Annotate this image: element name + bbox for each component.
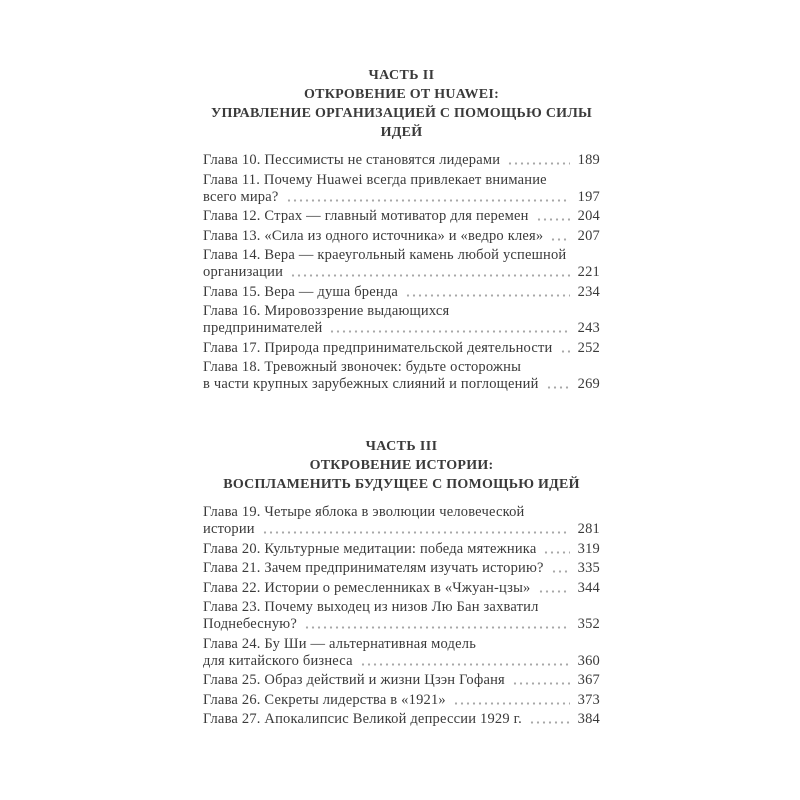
toc-page-number: 281 <box>577 521 600 537</box>
dot-leader <box>529 721 570 724</box>
toc-entry-text: Глава 11. Почему Huawei всегда привлекает внимание <box>203 171 547 188</box>
toc-section <box>203 66 600 393</box>
toc-entry-text: Глава 15. Вера — душа бренда <box>203 283 399 300</box>
toc-page-number: 367 <box>577 672 600 688</box>
toc-entry-text: Глава 18. Тревожный звоночек: будьте осторожны <box>203 359 522 375</box>
toc-entry <box>203 504 600 538</box>
dot-leader <box>512 682 570 685</box>
toc-page-number: 373 <box>577 691 600 708</box>
toc-page-number: 384 <box>577 711 600 727</box>
toc-entry-text: Глава 24. Бу Ши — альтернативная модель <box>203 635 477 652</box>
dot-leader <box>262 531 570 534</box>
toc-page-number: 344 <box>577 579 600 596</box>
toc-page-number: 319 <box>577 540 600 557</box>
dot-leader <box>560 350 571 353</box>
toc-page-number: 269 <box>577 376 600 392</box>
toc-entry <box>203 208 600 225</box>
toc-entry-text: Глава 17. Природа предпринимательской деятельности <box>203 339 553 356</box>
dot-leader <box>304 626 570 629</box>
dot-leader <box>453 702 570 705</box>
toc-entry-last-line <box>203 152 600 169</box>
toc-entry-text: Глава 22. Истории о ремесленниках в «Чжуан-цзы» <box>203 579 531 596</box>
toc-entry-text: Глава 10. Пессимисты не становятся лидерами <box>203 152 501 168</box>
toc-page-number: 335 <box>577 560 600 576</box>
part-label: ЧАСТЬ III <box>365 439 438 454</box>
toc-entry-last-line <box>203 521 600 538</box>
toc-page-number: 221 <box>577 264 600 280</box>
toc-entry-last-line <box>203 580 600 597</box>
dot-leader <box>360 663 570 666</box>
toc-entry <box>203 284 600 301</box>
toc-entry-text: Глава 26. Секреты лидерства в «1921» <box>203 691 446 708</box>
dot-leader <box>286 199 570 202</box>
toc-entry <box>203 152 600 169</box>
toc-entry-last-line <box>203 340 600 357</box>
toc-entry-last-line <box>203 376 600 393</box>
toc-entry <box>203 711 600 728</box>
toc-page-number: 197 <box>577 188 600 205</box>
toc-entry-text: Глава 23. Почему выходец из низов Лю Бан захватил <box>203 599 539 615</box>
toc-entry-last-line <box>203 284 600 301</box>
part-header <box>203 66 600 142</box>
part-label: ЧАСТЬ II <box>368 68 435 83</box>
dot-leader <box>551 570 570 573</box>
toc-page-number: 243 <box>577 320 600 336</box>
toc-entry-text: в части крупных зарубежных слияний и поглощений <box>203 376 539 392</box>
toc-page-number: 352 <box>577 616 600 632</box>
toc-entry-text: организации <box>203 264 284 280</box>
toc-page-number: 207 <box>577 227 600 244</box>
toc-entry <box>203 541 600 558</box>
toc-entry-text: Глава 21. Зачем предпринимателям изучать историю? <box>203 560 544 576</box>
dot-leader <box>546 386 570 389</box>
toc-entry-text: Глава 14. Вера — краеугольный камень любой успешной <box>203 247 567 263</box>
toc-entry-text: для китайского бизнеса <box>203 652 353 669</box>
part-title: ВОСПЛАМЕНИТЬ БУДУЩЕЕ С ПОМОЩЬЮ ИДЕЙ <box>223 477 580 492</box>
toc-entry-text: Поднебесную? <box>203 616 297 632</box>
table-of-contents <box>203 66 600 728</box>
toc-entry-text: Глава 19. Четыре яблока в эволюции человеческой <box>203 504 525 520</box>
toc-entry <box>203 172 600 206</box>
toc-page-number: 204 <box>577 208 600 224</box>
dot-leader <box>536 218 570 221</box>
toc-entry-last-line <box>203 189 600 206</box>
toc-section <box>203 437 600 728</box>
dot-leader <box>550 238 570 241</box>
toc-entry-last-line <box>203 616 600 633</box>
toc-entry <box>203 599 600 633</box>
toc-entry <box>203 228 600 245</box>
toc-entry-last-line <box>203 208 600 225</box>
toc-entry <box>203 692 600 709</box>
toc-page-number: 234 <box>577 283 600 300</box>
dot-leader <box>507 162 570 165</box>
dot-leader <box>543 551 570 554</box>
toc-entry-last-line <box>203 711 600 728</box>
toc-entry-last-line <box>203 541 600 558</box>
toc-entry-text: Глава 13. «Сила из одного источника» и «ведро клея» <box>203 227 544 244</box>
toc-entry <box>203 247 600 281</box>
toc-entry <box>203 636 600 670</box>
toc-entry <box>203 340 600 357</box>
toc-entry-text: всего мира? <box>203 188 279 205</box>
toc-entry <box>203 672 600 689</box>
toc-page-number: 360 <box>577 652 600 669</box>
toc-entry-last-line <box>203 692 600 709</box>
toc-entry <box>203 580 600 597</box>
dot-leader <box>405 294 570 297</box>
toc-entry-text: Глава 16. Мировоззрение выдающихся <box>203 303 450 319</box>
part-header <box>203 437 600 494</box>
toc-entry-text: Глава 25. Образ действий и жизни Цзэн Гофаня <box>203 672 505 688</box>
toc-entry-last-line <box>203 672 600 689</box>
part-title: ОТКРОВЕНИЕ ИСТОРИИ: <box>309 458 494 473</box>
toc-entry <box>203 359 600 393</box>
toc-entry-last-line <box>203 228 600 245</box>
toc-entry-text: Глава 27. Апокалипсис Великой депрессии 1929 г. <box>203 711 522 727</box>
toc-entry-last-line <box>203 560 600 577</box>
toc-entry-text: Глава 12. Страх — главный мотиватор для перемен <box>203 208 529 224</box>
toc-entry-last-line <box>203 264 600 281</box>
toc-entry-text: истории <box>203 521 255 537</box>
toc-entry <box>203 560 600 577</box>
dot-leader <box>290 274 570 277</box>
dot-leader <box>329 330 570 333</box>
toc-page-number: 252 <box>577 339 600 356</box>
toc-entry-last-line <box>203 320 600 337</box>
part-title: ОТКРОВЕНИЕ ОТ HUAWEI: <box>303 87 499 102</box>
part-title: УПРАВЛЕНИЕ ОРГАНИЗАЦИЕЙ С ПОМОЩЬЮ СИЛЫ ИДЕЙ <box>210 106 592 140</box>
toc-entry-text: Глава 20. Культурные медитации: победа мятежника <box>203 540 537 557</box>
toc-page-number: 189 <box>577 152 600 168</box>
toc-entry-text: предпринимателей <box>203 320 323 336</box>
dot-leader <box>538 590 571 593</box>
toc-entry <box>203 303 600 337</box>
toc-entry-last-line <box>203 653 600 670</box>
